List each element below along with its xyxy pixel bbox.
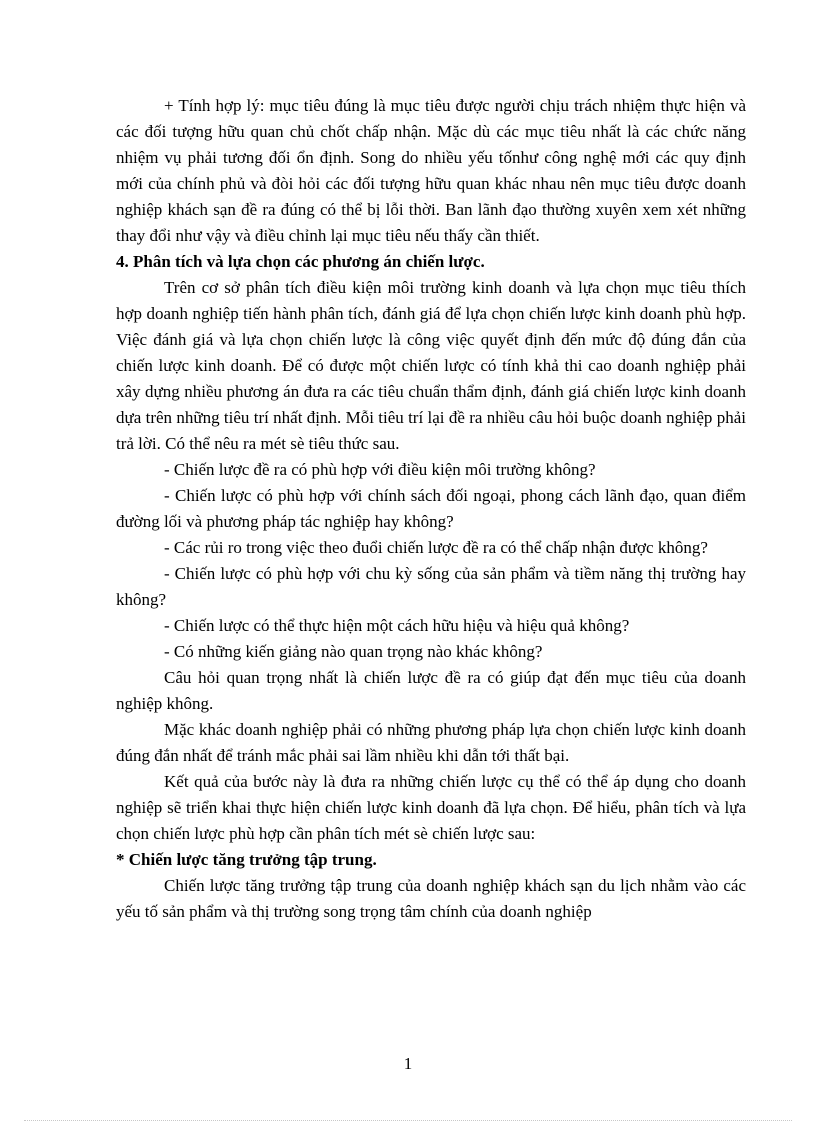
paragraph-step-result: Kết quả của bước này là đưa ra những chiến lược cụ thể có thể áp dụng cho doanh nghiệp sẽ triển khai thực hiện chiến lược kinh doanh đã lựa chọn. Để hiểu, phân tích và lựa chọn chiến lược phù hợp cần phân tích mét sè chiến lược sau: [116,772,746,843]
paragraph-strategy-analysis: Trên cơ sở phân tích điều kiện môi trường kinh doanh và lựa chọn mục tiêu thích hợp doanh nghiệp tiến hành phân tích, đánh giá để lựa chọn chiến lược kinh doanh phù hợp. Việc đánh giá và lựa chọn chiến lược là công việc quyết định đến mức độ đúng đắn của chiến lược kinh doanh. Để có được một chiến lược có tính khả thi cao doanh nghiệp phải xây dựng nhiều phương án đưa ra các tiêu chuẩn thẩm định, đánh giá chiến lược kinh doanh dựa trên những tiêu trí nhất định. Mỗi tiêu trí lại đề ra nhiều câu hỏi buộc doanh nghiệp phải trả lời. Có thể nêu ra mét sè tiêu thức sau. [116,278,746,453]
criteria-item-3: - Các rủi ro trong việc theo đuổi chiến lược đề ra có thể chấp nhận được không? [164,538,708,557]
criteria-item-1: - Chiến lược đề ra có phù hợp với điều kiện môi trường không? [164,460,596,479]
subheading-concentrated-growth: * Chiến lược tăng trưởng tập trung. [116,850,377,869]
paragraph-rationality: + Tính hợp lý: mục tiêu đúng là mục tiêu được người chịu trách nhiệm thực hiện và các đối tượng hữu quan chủ chốt chấp nhận. Mặc dù các mục tiêu nhất là các chức năng nhiệm vụ phải tương đối ổn định. Song do nhiều yếu tốnhư công nghệ mới các quy định mới của chính phủ và đòi hỏi các đối tượng hữu quan khác nhau nên mục tiêu được doanh nghiệp khách sạn đề ra đúng có thể bị lỗi thời. Ban lãnh đạo thường xuyên xem xét những thay đổi như vậy và điều chỉnh lại mục tiêu nếu thấy cần thiết. [116,96,746,245]
section-heading-4: 4. Phân tích và lựa chọn các phương án chiến lược. [116,252,485,271]
document-body [116,93,746,925]
criteria-item-5: - Chiến lược có thể thực hiện một cách hữu hiệu và hiệu quả không? [164,616,630,635]
paragraph-selection-methods: Mặc khác doanh nghiệp phải có những phương pháp lựa chọn chiến lược kinh doanh đúng đắn nhất để tránh mắc phải sai lầm nhiều khi dẫn tới thất bại. [116,720,746,765]
page-bottom-divider [24,1120,792,1121]
criteria-item-6: - Có những kiến giảng nào quan trọng nào khác không? [164,642,543,661]
page-number: 1 [403,1054,413,1073]
paragraph-key-question: Câu hỏi quan trọng nhất là chiến lược đề ra có giúp đạt đến mục tiêu của doanh nghiệp không. [116,668,746,713]
paragraph-concentrated-growth: Chiến lược tăng trưởng tập trung của doanh nghiệp khách sạn du lịch nhằm vào các yếu tố sản phẩm và thị trường song trọng tâm chính của doanh nghiệp [116,876,746,921]
criteria-item-4: - Chiến lược có phù hợp với chu kỳ sống của sản phẩm và tiềm năng thị trường hay không? [116,564,746,609]
criteria-item-2: - Chiến lược có phù hợp với chính sách đối ngoại, phong cách lãnh đạo, quan điểm đường lối và phương pháp tác nghiệp hay không? [116,486,746,531]
